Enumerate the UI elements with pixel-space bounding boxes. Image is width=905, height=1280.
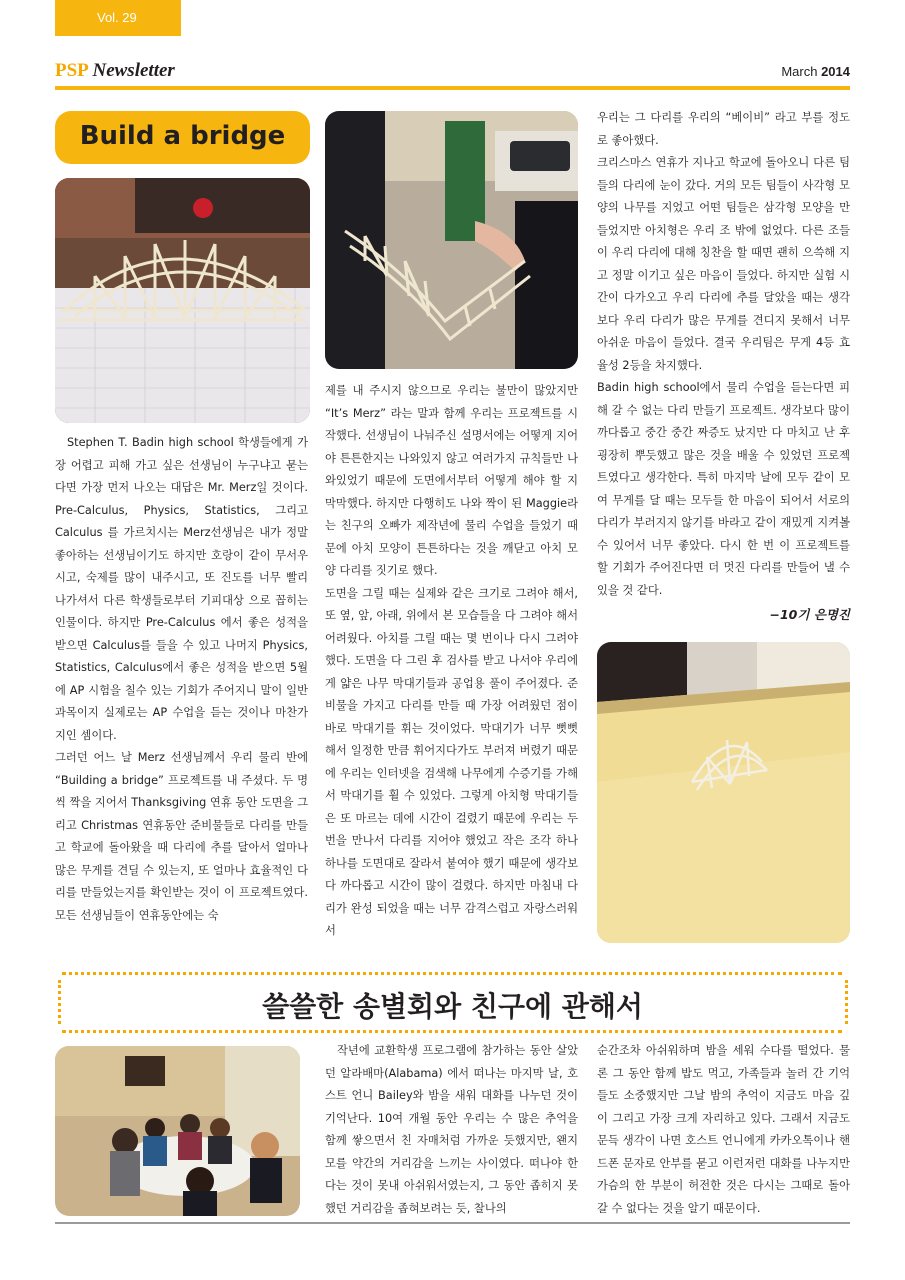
brand-title [55, 60, 175, 82]
article1-column-3 [597, 107, 850, 627]
article2-paragraph: 작년에 교환학생 프로그램에 참가하는 동안 살았던 알라배마(Alabama) 에서 떠나는 마지막 날, 호스트 언니 Bailey와 밤을 새워 대화를 나누던 것이 기억난다. 10여 개월 동안 우리는 수 많은 추억을 함께 쌓으면서 친 자매처럼 가까운 듯했지만, 왠지 모를 약간의 거리감을 느끼는 사이였다. 떠나야 한다는 것이 못내 아쉬워서였는지, 그 동안 좁히지 못했던 거리감을 좁혀보려는 듯, 찰나의 [325, 1044, 578, 1215]
bridge-photo-3 [597, 642, 850, 943]
article-title-pill [55, 111, 310, 164]
article1-paragraph: 제를 내 주시지 않으므로 우리는 불만이 많았지만 “It’s Merz” 라는 말과 함께 우리는 프로젝트를 시작했다. 선생님이 나눠주신 설명서에는 어떻게 지어야 튼튼한지는 나와있지 않고 여러가지 규칙들만 나와있었기 때문에 도면에서부터 어떻게 해야 할 지 막막했다. 하지만 다행히도 나와 짝이 된 Maggie라는 친구의 오빠가 제작년에 물리 수업을 들었기 때문에 아치 모양이 튼튼하다는 것을 깨닫고 아치 모양 다리를 짓기로 했다. [325, 384, 578, 577]
article1-paragraph: 크리스마스 연휴가 지나고 학교에 돌아오니 다른 팀들의 다리에 눈이 갔다. 거의 모든 팀들이 사각형 모양의 나무를 지었고 어떤 팀들은 삼각형 모양을 만들었지만 아치형은 우리 조 밖에 없었다. 다른 조들이 우리 다리에 대해 칭찬을 할 때면 괜히 으쓱해 지고 정말 이기고 싶은 마음이 들었다. 하지만 실험 시간이 다가오고 우리 다리에 추를 달았을 때는 생각보다 우리 다리가 많은 무게를 견디지 못해서 너무 아쉬운 마음이 들었다. 결국 우리팀은 무게 4등 효율성 2등을 차지했다. [597, 156, 850, 372]
article1-paragraph: 그러던 어느 날 Merz 선생님께서 우리 물리 반에 “Building a bridge” 프로젝트를 내 주셨다. 두 명씩 짝을 지어서 Thanksgiving 연휴 동안 도면을 그리고 Christmas 연휴동안 준비물들로 다리를 만들고 학교에 돌아왔을 때 다리에 추를 달아서 얼마나 많은 무게를 견딜 수 있는지, 또 얼마나 효율적인 다리를 만들었는지를 확인받는 것이 이 프로젝트였다. 모든 선생님들이 연휴동안에는 숙 [55, 751, 308, 922]
article2-column-1 [325, 1040, 578, 1220]
article1-byline: −10기 은명진 [769, 607, 850, 622]
article1-paragraph: 도면을 그릴 때는 실제와 같은 크기로 그려야 해서, 또 옆, 앞, 아래, 위에서 본 모습들을 다 그려야 해서 어려웠다. 아치를 그릴 때는 몇 번이나 다시 그려야 했다. 도면을 다 그린 후 검사를 받고 나서야 우리에게 얇은 나무 막대기들과 공업용 풀이 주어졌다. 준비물을 가지고 다리를 만들 때 가장 어려웠던 점이 바로 막대기를 휘는 것이었다. 막대기가 너무 뻣뻣해서 일정한 만큼 휘어지다가도 부러져 버렸기 때문에 우리는 인터넷을 검색해 나무에게 수증기를 가해서 막대기를 휠 수 있었다. 그렇게 아치형 막대기들은 또 마르는 데에 시간이 걸렸기 때문에 우리는 두 번을 만나서 다리를 지어야 했었고 작은 조각 하나하나를 도면대로 잘라서 붙여야 했기 때문에 생각보다 까다롭고 시간이 많이 걸렸다. 하지만 마침내 다리가 완성 되었을 때는 너무 감격스럽고 자랑스러워서 [325, 586, 578, 937]
article2-column-2 [597, 1040, 850, 1220]
volume-tab [55, 0, 181, 36]
dotted-border-top [62, 972, 842, 975]
issue-year: 2014 [821, 64, 850, 79]
article2-paragraph: 순간조차 아쉬워하며 밤을 세워 수다를 떨었다. 물론 그 동안 함께 밥도 먹고, 가족들과 놀러 간 기억들도 소중했지만 그날 밤의 추억이 지금도 마음 깊이 그리고 가장 크게 자리하고 있다. 그래서 지금도 문득 생각이 나면 호스트 언니에게 카카오톡이나 핸드폰 문자로 안부를 묻고 이런저런 대화를 나누지만 가슴의 한 부분이 허전한 것은 다시는 그때로 돌아갈 수 없다는 것을 알기 때문이다. [597, 1044, 850, 1215]
newsletter-header [55, 60, 850, 86]
dotted-border-bottom [62, 1030, 842, 1033]
footer-rule [55, 1222, 850, 1224]
bridge-photo-1 [55, 178, 310, 423]
issue-date [781, 64, 850, 79]
volume-label: Vol. 29 [97, 10, 137, 25]
article2-title: 쓸쓸한 송별회와 친구에 관해서 [262, 990, 643, 1023]
brand-psp: PSP [55, 60, 88, 81]
header-rule [55, 86, 850, 90]
bridge-photo-2 [325, 111, 578, 369]
article1-paragraph: Badin high school에서 물리 수업을 듣는다면 피해 갈 수 없는 다리 만들기 프로젝트. 생각보다 많이 까다롭고 중간 중간 짜증도 났지만 다 마치고 난 후 굉장히 뿌듯했고 많은 것을 배울 수 있었던 프로젝트였다고 생각한다. 특히 마지막 날에 모두 같이 모여 무게를 달 때는 모두들 한 마음이 되어서 서로의 다리가 부러지지 않기를 바라고 같이 재밌게 지켜볼 수 있어서 너무 좋았다. 다시 한 번 이 프로젝트를 할 기회가 주어진다면 더 멋진 다리를 만들어 낼 수 있을 것 같다. [597, 381, 850, 597]
issue-month: March [781, 64, 818, 79]
article1-paragraph: 우리는 그 다리를 우리의 “베이비” 라고 부를 정도로 좋아했다. [597, 111, 850, 147]
article1-column-2 [325, 380, 578, 943]
article1-column-1 [55, 432, 308, 927]
farewell-photo [55, 1046, 300, 1216]
article-title: Build a bridge [79, 121, 286, 151]
brand-newsletter: Newsletter [92, 60, 175, 81]
article1-paragraph: Stephen T. Badin high school 학생들에게 가장 어렵고 피해 가고 싶은 선생님이 누구냐고 묻는다면 가장 먼저 나오는 대답은 Mr. Merz일 것이다. Pre-Calculus, Physics, Statistics, 그리고 Calculus 를 가르치시는 Merz선생님은 내가 정말 좋아하는 선생님이기도 하지만 호랑이 같이 무서우시고, 숙제를 많이 내주시고, 또 진도를 너무 빨리 나가셔서 다른 학생들로부터 기피대상 으로 꼽히는 인물이다. 하지만 Pre-Calculus 에서 좋은 성적을 받으면 Calculus를 들을 수 있고 나머지 Physics, Statistics, Calculus에서 좋은 성적을 받으면 5월에 AP 시험을 칠수 있는 기회가 주어지니 말이 일반 과목이지 실제로는 AP 수업을 듣는 것이나 마찬가지인 셈이다. [55, 436, 308, 742]
